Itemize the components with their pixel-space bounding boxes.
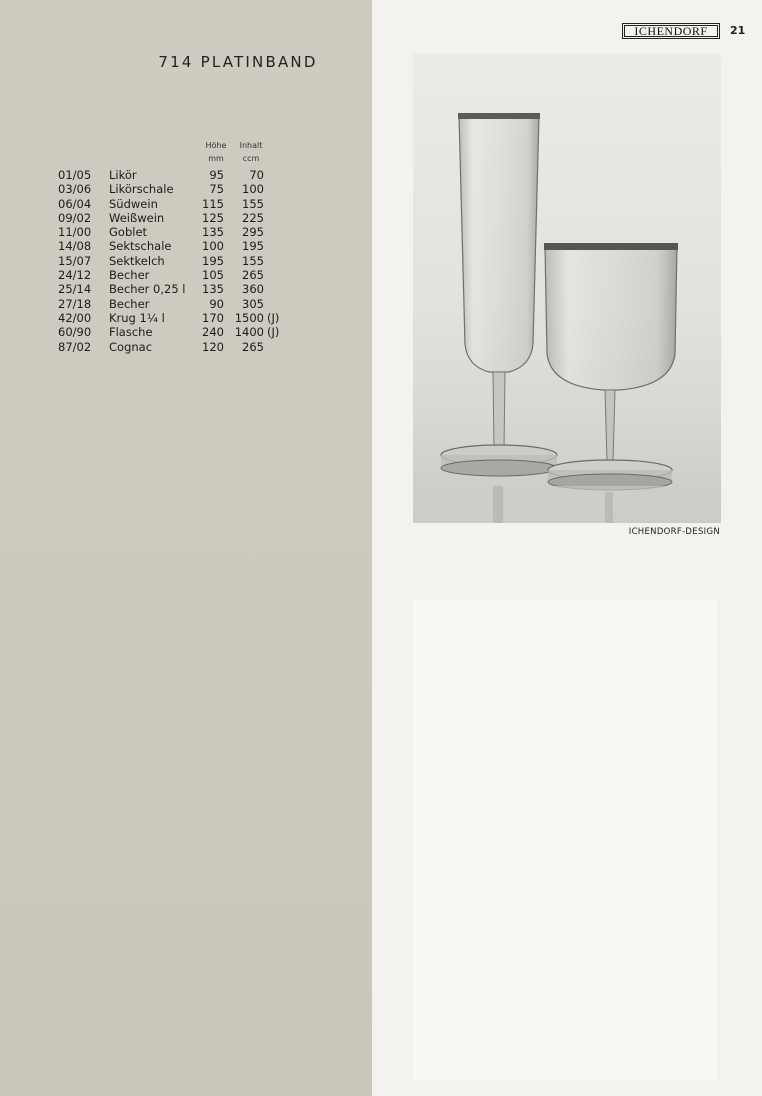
table-row: [0, 211, 372, 225]
item-volume: 155: [242, 196, 264, 211]
item-code: 14/08: [58, 239, 92, 254]
table-row: [0, 225, 372, 239]
item-note: (J): [267, 310, 280, 325]
item-name: Flasche: [109, 325, 153, 340]
table-row: [0, 340, 372, 354]
item-volume: 195: [242, 239, 264, 254]
item-height: 125: [202, 210, 224, 225]
photo-caption: ICHENDORF-DESIGN: [628, 527, 720, 537]
item-height: 100: [202, 239, 224, 254]
volume-unit: ccm: [242, 154, 260, 163]
item-height: 135: [202, 225, 224, 240]
flute-glass: [441, 113, 557, 476]
volume-label: Inhalt: [239, 141, 263, 150]
faded-photo-area: [413, 600, 717, 1080]
item-volume: 1400: [234, 325, 264, 340]
item-name: Goblet: [109, 225, 148, 240]
item-name: Südwein: [109, 196, 158, 211]
item-code: 87/02: [58, 339, 92, 354]
item-volume: 70: [249, 168, 264, 182]
item-height: 75: [209, 182, 224, 197]
goblet-glass: [544, 243, 678, 490]
height-label: Höhe: [205, 141, 227, 150]
table-row: [0, 182, 372, 196]
table-row: [0, 297, 372, 311]
item-name: Cognac: [109, 339, 153, 354]
item-height: 105: [202, 268, 224, 283]
item-note: (J): [267, 325, 280, 340]
item-volume: 360: [242, 282, 264, 297]
item-code: 27/18: [58, 296, 92, 311]
item-name: Becher: [109, 268, 150, 283]
item-height: 90: [209, 296, 224, 311]
item-volume: 305: [242, 296, 264, 311]
item-height: 120: [202, 339, 224, 354]
item-volume: 265: [242, 268, 264, 283]
table-row: [0, 311, 372, 325]
table-row: [0, 268, 372, 282]
table-row: [0, 282, 372, 296]
table-row: [0, 325, 372, 339]
table-row: [0, 168, 372, 182]
item-volume: 295: [242, 225, 264, 240]
column-header-height: [200, 139, 232, 165]
item-code: 01/05: [58, 168, 92, 182]
item-name: Sektkelch: [109, 253, 165, 268]
table-row: [0, 239, 372, 253]
item-height: 240: [202, 325, 224, 340]
item-code: 11/00: [58, 225, 92, 240]
column-header-volume: [234, 139, 268, 165]
item-name: Becher 0,25 l: [109, 282, 186, 297]
product-photo: [413, 54, 721, 523]
item-volume: 265: [242, 339, 264, 354]
item-volume: 225: [242, 210, 264, 225]
item-height: 195: [202, 253, 224, 268]
item-code: 42/00: [58, 310, 92, 325]
item-name: Likör: [109, 168, 137, 182]
page-number: 21: [730, 24, 746, 37]
product-table: [0, 168, 372, 354]
item-height: 170: [202, 310, 224, 325]
page-title: 714 PLATINBAND: [158, 53, 318, 71]
item-name: Likörschale: [109, 182, 174, 197]
brand-logo-text: ICHENDORF: [634, 24, 708, 38]
item-name: Becher: [109, 296, 150, 311]
item-height: 115: [202, 196, 224, 211]
item-code: 03/06: [58, 182, 92, 197]
item-code: 15/07: [58, 253, 92, 268]
item-volume: 1500: [234, 310, 264, 325]
item-name: Weißwein: [109, 210, 165, 225]
item-height: 135: [202, 282, 224, 297]
item-code: 06/04: [58, 196, 92, 211]
left-panel: [0, 0, 372, 1096]
item-height: 95: [209, 168, 224, 182]
item-code: 25/14: [58, 282, 92, 297]
item-volume: 100: [242, 182, 264, 197]
item-code: 09/02: [58, 210, 92, 225]
table-row: [0, 197, 372, 211]
height-unit: mm: [208, 154, 224, 163]
item-name: Sektschale: [109, 239, 172, 254]
item-code: 24/12: [58, 268, 92, 283]
item-code: 60/90: [58, 325, 92, 340]
item-volume: 155: [242, 253, 264, 268]
brand-logo: [622, 23, 720, 39]
table-row: [0, 254, 372, 268]
item-name: Krug 1¼ l: [109, 310, 165, 325]
